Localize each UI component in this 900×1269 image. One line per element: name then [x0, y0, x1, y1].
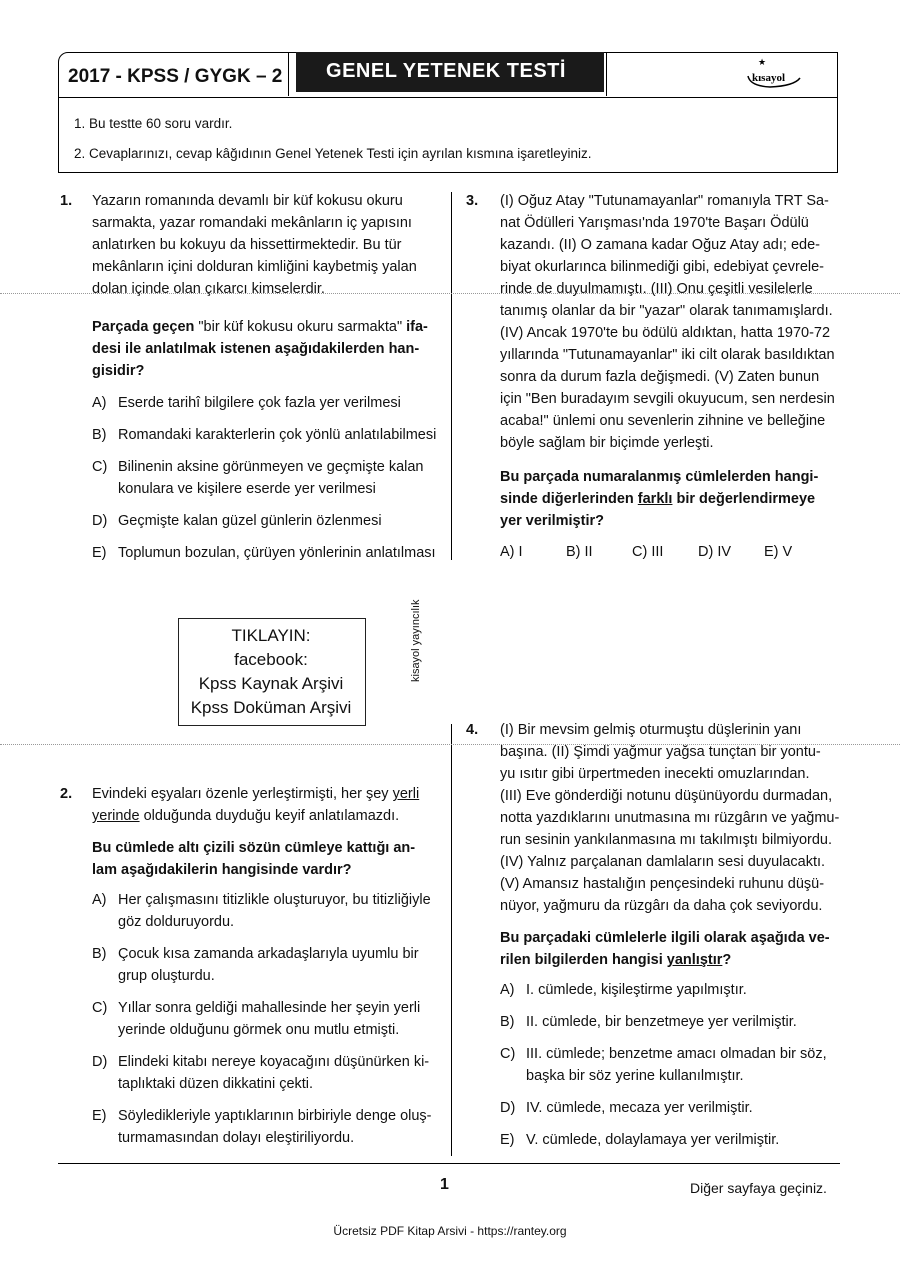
passage-line: tanımış olanlar da bir "yazar" olarak tanımamışlardı.	[500, 303, 833, 319]
test-title: GENEL YETENEK TESTİ	[326, 60, 566, 82]
question-stem: rilen bilgilerden hangisi yanlıştır?	[500, 952, 732, 968]
side-watermark: kisayol yayıncılık	[410, 599, 422, 682]
question-3	[500, 190, 842, 560]
ad-line: Kpss Doküman Arşivi	[190, 698, 352, 717]
passage-line: notta yazdıklarını unutmasına mı rüzgârın ve yağmu-	[500, 810, 840, 826]
header-divider	[288, 52, 289, 96]
passage-line: run sesinin yankılanmasına mı takılmıştı bilmiyordu.	[500, 832, 833, 848]
answer-option-d[interactable]: D) IV	[698, 544, 732, 560]
passage-line: (IV) Ancak 1970'te bu ödülü aldıktan, hatta 1970-72	[500, 325, 831, 341]
answer-option-d-cont: taplıktaki düzen dikkatini çekti.	[118, 1076, 314, 1092]
answer-option-c-cont: konulara ve kişilere eserde yer verilmesi	[118, 481, 376, 497]
answer-option-e[interactable]: E) V. cümlede, dolaylamaya yer verilmiştir.	[500, 1132, 780, 1148]
answer-option-e[interactable]: E) Toplumun bozulan, çürüyen yönlerinin anlatılması	[92, 545, 436, 561]
passage-line: böyle sağlam bir biçimde yerleşti.	[500, 435, 714, 451]
passage-line: (V) Amansız hastalığın pençesindeki ruhunu düşü-	[500, 876, 825, 892]
passage-line: yıllarında "Tutunamayanlar" iki cilt olarak basıldıktan	[500, 347, 835, 363]
passage-line: biyat okurlarınca bilinmediği gibi, edebiyat çevrele-	[500, 259, 824, 275]
answer-option-c-cont: başka bir söz yerine kullanılmıştır.	[526, 1068, 744, 1084]
answer-option-b-cont: grup oluşturdu.	[118, 968, 215, 984]
answer-option-d[interactable]: D) Elindeki kitabı nereye koyacağını düşünürken ki-	[92, 1054, 430, 1070]
question-stem: lam aşağıdakilerin hangisinde vardır?	[92, 862, 352, 878]
answer-option-e[interactable]: E) Söyledikleriyle yaptıklarının birbiriyle denge oluş-	[92, 1108, 432, 1124]
answer-option-d[interactable]: D) IV. cümlede, mecaza yer verilmiştir.	[500, 1100, 753, 1116]
answer-option-c-cont: yerinde olduğunu görmek onu mutlu etmişti.	[118, 1022, 400, 1038]
publisher-logo	[744, 58, 806, 90]
answer-option-a[interactable]: A) Her çalışmasını titizlikle oluşturuyor, bu titizliğiyle	[92, 892, 431, 908]
underlined-phrase: yerli	[392, 786, 420, 802]
question-number: 4.	[466, 722, 479, 738]
instruction-2: 2. Cevaplarınızı, cevap kâğıdının Genel Yetenek Testi için ayrılan kısmına işaretleyiniz.	[74, 146, 592, 161]
answer-options-row	[500, 544, 842, 560]
answer-option-a[interactable]: A) Eserde tarihî bilgilere çok fazla yer verilmesi	[92, 395, 401, 411]
answer-option-d[interactable]: D) Geçmişte kalan güzel günlerin özlenmesi	[92, 513, 382, 529]
passage-line: mekânların içini dolduran kimliğini kaybetmiş yalan	[92, 259, 417, 275]
question-stem: sinde diğerlerinden farklı bir değerlendirmeye	[500, 491, 816, 507]
question-2	[92, 783, 440, 1149]
column-divider	[451, 724, 452, 1156]
answer-option-c[interactable]: C) Bilinenin aksine görünmeyen ve geçmişte kalan	[92, 459, 424, 475]
passage-line: Evindeki eşyaları özenle yerleştirmişti, her şey yerli	[92, 786, 420, 802]
underlined-word: farklı	[637, 491, 673, 507]
passage-line: (I) Oğuz Atay "Tutunamayanlar" romanıyla TRT Sa-	[500, 193, 829, 209]
answer-option-b[interactable]: B) Çocuk kısa zamanda arkadaşlarıyla uyumlu bir	[92, 946, 419, 962]
question-stem: desi ile anlatılmak istenen aşağıdakilerden han-	[92, 341, 420, 357]
stem-quote: "bir küf kokusu okuru sarmakta"	[194, 319, 407, 335]
question-number: 3.	[466, 193, 479, 209]
passage-line: dolan içinde olan çıkarcı kimselerdir.	[92, 281, 325, 297]
svg-text:★: ★	[758, 58, 767, 68]
column-divider	[451, 192, 452, 560]
underlined-word: yanlıştır	[666, 952, 723, 968]
answer-option-a-cont: göz dolduruyordu.	[118, 914, 235, 930]
question-stem: Bu cümlede altı çizili sözün cümleye kattığı an-	[92, 840, 416, 856]
passage-line: anlatırken bu kokuyu da hissettirmektedir. Bu tür	[92, 237, 402, 253]
answer-option-b[interactable]: B) Romandaki karakterlerin çok yönlü anlatılabilmesi	[92, 427, 437, 443]
passage-line: sarmakta, yazar romandaki mekânların iç yapısını	[92, 215, 412, 231]
ad-line: Kpss Kaynak Arşivi	[198, 674, 344, 693]
answer-option-c[interactable]: C) Yıllar sonra geldiği mahallesinde her şeyin yerli	[92, 1000, 421, 1016]
instruction-1: 1. Bu testte 60 soru vardır.	[74, 116, 233, 131]
passage-line: yu ısıtır gibi ürpertmeden inecekti omuzlarından.	[500, 766, 810, 782]
stem-bold: Parçada geçen	[92, 319, 195, 335]
passage-line: nat Ödülleri Yarışması'nda 1970'te Başarı Ödülü	[500, 215, 809, 231]
question-number: 2.	[60, 786, 73, 802]
source-footer: Ücretsiz PDF Kitap Arsivi - https://rantey.org	[333, 1224, 567, 1238]
passage-line: nüyor, yağmuru da rüzgârı da daha çok seviyordu.	[500, 898, 823, 914]
passage-line: acaba!" ünlemi onu sevenlerin zihnine ve belleğine	[500, 413, 826, 429]
passage-line: rinde de duyulmamıştı. (III) Onu çeşitli vesilelerle	[500, 281, 813, 297]
answer-option-a[interactable]: A) I. cümlede, kişileştirme yapılmıştır.	[500, 982, 747, 998]
passage-line: için "Ben buradayım sevgili okuyucum, sen nerdesin	[500, 391, 835, 407]
question-stem: gisidir?	[92, 363, 145, 379]
passage-line: sonra da durum fazla değişmedi. (V) Zaten bunun	[500, 369, 820, 385]
question-1	[92, 190, 440, 564]
answer-option-e[interactable]: E) V	[764, 544, 793, 560]
answer-option-a[interactable]: A) I	[500, 544, 523, 560]
answer-option-c[interactable]: C) III. cümlede; benzetme amacı olmadan bir söz,	[500, 1046, 827, 1062]
question-stem: yer verilmiştir?	[500, 513, 604, 529]
question-stem: Bu parçadaki cümlelerle ilgili olarak aşağıda ve-	[500, 930, 830, 946]
passage-line: (I) Bir mevsim gelmiş oturmuştu düşlerinin yanı	[500, 722, 802, 738]
footer-rule	[58, 1163, 840, 1164]
ad-line: TIKLAYIN:	[231, 626, 311, 645]
question-number: 1.	[60, 193, 73, 209]
passage-line: Yazarın romanında devamlı bir küf kokusu okuru	[92, 193, 403, 209]
next-page-note: Diğer sayfaya geçiniz.	[690, 1180, 827, 1196]
answer-option-c[interactable]: C) III	[632, 544, 664, 560]
ad-line: facebook:	[234, 650, 308, 669]
logo-text: kısayol	[752, 72, 786, 84]
passage-line: başına. (II) Şimdi yağmur yağsa tunçtan bir yontu-	[500, 744, 821, 760]
page-number: 1	[440, 1176, 449, 1193]
question-4	[500, 719, 842, 1151]
question-stem	[92, 316, 440, 338]
passage-line: (IV) Yalnız parçalanan damlaların sesi duyulacaktı.	[500, 854, 826, 870]
answer-option-b[interactable]: B) II. cümlede, bir benzetmeye yer verilmiştir.	[500, 1014, 797, 1030]
answer-option-b[interactable]: B) II	[566, 544, 593, 560]
stem-bold: ifa-	[406, 319, 428, 335]
question-stem: Bu parçada numaralanmış cümlelerden hangi-	[500, 469, 819, 485]
instructions-frame	[58, 96, 838, 173]
passage-line: yerinde olduğunda duyduğu keyif anlatılamazdı.	[92, 808, 400, 824]
passage-line: (III) Eve gönderdiği notunu düşünüyordu durmadan,	[500, 788, 833, 804]
header-divider	[606, 52, 607, 96]
exam-code: 2017 - KPSS / GYGK – 2	[68, 66, 283, 87]
answer-option-e-cont: turmamasından dolayı eleştiriliyordu.	[118, 1130, 355, 1146]
underlined-phrase: yerinde	[92, 808, 140, 824]
passage-line: kazandı. (II) O zamana kadar Oğuz Atay adı; ede-	[500, 237, 820, 253]
